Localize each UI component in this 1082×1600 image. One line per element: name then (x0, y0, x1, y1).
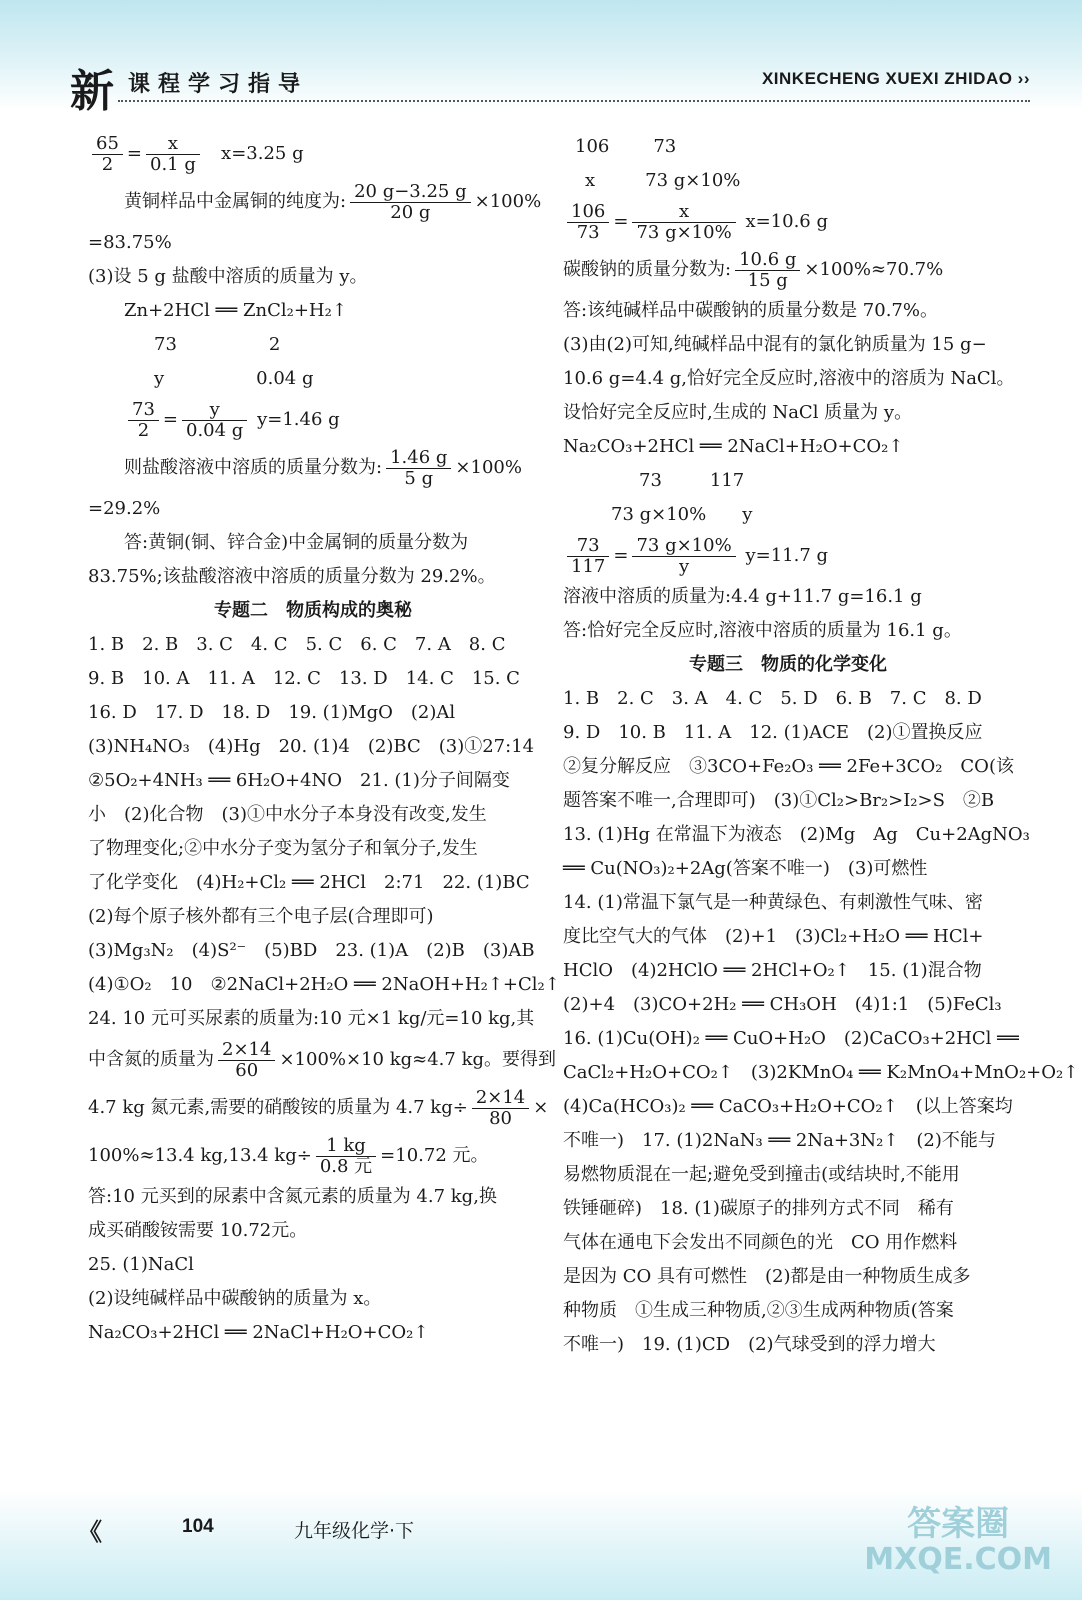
answer-line: (2)+4 (3)CO+2H₂ ══ CH₃OH (4)1:1 (5)FeCl₃ (563, 994, 1002, 1015)
answer-line: CaCl₂+H₂O+CO₂↑ (3)2KMnO₄ ══ K₂MnO₄+MnO₂+O₂↑ (563, 1062, 1079, 1083)
left-column (88, 130, 560, 1350)
answer-line: 种物质 ①生成三种物质,②③生成两种物质(答案 (563, 1300, 954, 1321)
logo-character: 新 (70, 66, 114, 117)
fraction: $\frac{y}{0.04 g}$ (182, 400, 247, 441)
text-line: 25. (1)NaCl (88, 1254, 194, 1275)
text-line: (2)设纯碱样品中碳酸钠的质量为 x。 (88, 1288, 382, 1309)
answer-line: 题答案不唯一,合理即可) (3)①Cl₂>Br₂>I₂>S ②B (563, 790, 995, 811)
text-line: 溶液中溶质的质量为:4.4 g+11.7 g=16.1 g (563, 586, 922, 607)
answer-line: 度比空气大的气体 (2)+1 (3)Cl₂+H₂O ══ HCl+ (563, 926, 984, 947)
right-column (563, 130, 1079, 1362)
answer-line: (4)①O₂ 10 ②2NaCl+2H₂O ══ 2NaOH+H₂↑+Cl₂↑ (88, 974, 560, 995)
answer-line: ②5O₂+4NH₃ ══ 6H₂O+4NO 21. (1)分子间隔变 (88, 770, 510, 791)
section-heading: 专题三 物质的化学变化 (689, 654, 887, 675)
answer-line: (4)Ca(HCO₃)₂ ══ CaCO₃+H₂O+CO₂↑ (以上答案均 (563, 1096, 1013, 1117)
text-line: 碳酸钠的质量分数为: $\frac{10.6 g}{15 g}$ ×100%≈70.7% (563, 248, 944, 291)
text-line: 4.7 kg 氮元素,需要的硝酸铵的质量为 4.7 kg÷ $\frac{2\times 14}{80}$ × (88, 1086, 549, 1129)
answer-line: 小 (2)化合物 (3)①中水分子本身没有改变,发生 (88, 804, 487, 825)
header-title: 课程学习指导 (128, 72, 309, 97)
answer-line: 了化学变化 (4)H₂+Cl₂ ══ 2HCl 2:71 22. (1)BC (88, 872, 530, 893)
fraction: $\frac{2\times 14}{80}$ (472, 1088, 529, 1129)
text-line: 答:10 元买到的尿素中含氮元素的质量为 4.7 kg,换 (88, 1186, 497, 1207)
text-line: $\frac{65}{2}$ = $\frac{x}{0.1 g}$ x=3.25 g (88, 130, 538, 178)
page-number: 104 (182, 1516, 214, 1537)
fraction: $\frac{x}{0.1 g}$ (146, 134, 200, 175)
equation-line: Zn+2HCl ══ ZnCl₂+H₂↑ (124, 300, 347, 321)
text-line: $\frac{106}{73}$ = $\frac{x}{73 g\times 10\%}$ x=10.6 g (563, 198, 1013, 246)
answer-line: 气体在通电下会发出不同颜色的光 CO 用作燃料 (563, 1232, 958, 1253)
watermark-logo: 答案圈 MXQE.COM (864, 1504, 1052, 1577)
fraction: $\frac{x}{73 g\times 10\%}$ (632, 202, 735, 243)
fraction: $\frac{65}{2}$ (92, 134, 123, 175)
text-line: 100%≈13.4 kg,13.4 kg÷ $\frac{1 kg}{\text{0.8 元}}$ =10.72 元。 (88, 1134, 489, 1177)
text-line: 则盐酸溶液中溶质的质量分数为: $\frac{1.46 g}{5 g}$ ×100% (124, 446, 522, 489)
ratio-line: 73 117 (639, 470, 745, 491)
answer-line: 了物理变化;②中水分子变为氢分子和氧分子,发生 (88, 838, 478, 859)
text-line: $\frac{73}{2}$ = $\frac{y}{0.04 g}$ y=1.46 g (88, 396, 538, 444)
answer-line: 易燃物质混在一起;避免受到撞击(或结块时,不能用 (563, 1164, 960, 1185)
answer-line: HClO (4)2HClO ══ 2HCl+O₂↑ 15. (1)混合物 (563, 960, 982, 981)
ratio-line: 73 2 (154, 334, 281, 355)
answer-line: 13. (1)Hg 在常温下为液态 (2)Mg Ag Cu+2AgNO₃ (563, 824, 1030, 845)
text-line: $\frac{73}{117}$ = $\frac{73 g\times 10\%}{y}$ y=11.7 g (563, 532, 1013, 580)
text-line: =29.2% (88, 498, 161, 519)
equation-line: Na₂CO₃+2HCl ══ 2NaCl+H₂O+CO₂↑ (563, 436, 904, 457)
text-line: 答:恰好完全反应时,溶液中溶质的质量为 16.1 g。 (563, 620, 962, 641)
text-line: (3)由(2)可知,纯碱样品中混有的氯化钠质量为 15 g− (563, 334, 987, 355)
answer-line: (3)NH₄NO₃ (4)Hg 20. (1)4 (2)BC (3)①27:14 (88, 736, 535, 757)
answer-line: 不唯一) 17. (1)2NaN₃ ══ 2Na+3N₂↑ (2)不能与 (563, 1130, 996, 1151)
ratio-line: 73 g×10% y (611, 504, 753, 525)
fraction: $\frac{10.6 g}{15 g}$ (735, 250, 800, 291)
answer-line: 铁锤砸碎) 18. (1)碳原子的排列方式不同 稀有 (563, 1198, 954, 1219)
text-line: (3)设 5 g 盐酸中溶质的质量为 y。 (88, 266, 368, 287)
answer-line: 1. B 2. C 3. A 4. C 5. D 6. B 7. C 8. D (563, 688, 982, 709)
answer-line: 16. (1)Cu(OH)₂ ══ CuO+H₂O (2)CaCO₃+2HCl ══ (563, 1028, 1019, 1049)
text-line: 83.75%;该盐酸溶液中溶质的质量分数为 29.2%。 (88, 566, 496, 587)
book-title: 九年级化学·下 (294, 1520, 415, 1542)
text-line: 10.6 g=4.4 g,恰好完全反应时,溶液中的溶质为 NaCl。 (563, 368, 1015, 389)
answer-line: (3)Mg₃N₂ (4)S²⁻ (5)BD 23. (1)A (2)B (3)AB (88, 940, 535, 961)
fraction: $\frac{73 g\times 10\%}{y}$ (632, 536, 735, 577)
fraction: $\frac{2\times 14}{60}$ (218, 1040, 275, 1081)
answer-line: 9. D 10. B 11. A 12. (1)ACE (2)①置换反应 (563, 722, 983, 743)
section-heading: 专题二 物质构成的奥秘 (214, 600, 412, 621)
answer-line: (2)每个原子核外都有三个电子层(合理即可) (88, 906, 434, 927)
text-line: 设恰好完全反应时,生成的 NaCl 质量为 y。 (563, 402, 913, 423)
fraction: $\frac{73}{2}$ (128, 400, 159, 441)
text-line: =83.75% (88, 232, 172, 253)
answer-line: 不唯一) 19. (1)CD (2)气球受到的浮力增大 (563, 1334, 936, 1355)
text-line: 中含氮的质量为 $\frac{2\times 14}{60}$ ×100%×10 kg≈4.7 kg。要得到 (88, 1038, 556, 1081)
ratio-line: 106 73 (575, 136, 677, 157)
fraction: $\frac{1 kg}{\text{0.8 元}}$ (316, 1136, 376, 1177)
page-header (70, 55, 1030, 117)
fraction: $\frac{1.46 g}{5 g}$ (386, 448, 451, 489)
ratio-line: x 73 g×10% (585, 170, 741, 191)
answer-line: 24. 10 元可买尿素的质量为:10 元×1 kg/元=10 kg,其 (88, 1008, 535, 1029)
fraction: $\frac{73}{117}$ (567, 536, 609, 577)
answer-line: 16. D 17. D 18. D 19. (1)MgO (2)Al (88, 702, 456, 723)
answer-line: 14. (1)常温下氯气是一种黄绿色、有刺激性气味、密 (563, 892, 983, 913)
answer-line: ②复分解反应 ③3CO+Fe₂O₃ ══ 2Fe+3CO₂ CO(该 (563, 756, 1014, 777)
equation-line: Na₂CO₃+2HCl ══ 2NaCl+H₂O+CO₂↑ (88, 1322, 429, 1343)
header-subtitle: XINKECHENG XUEXI ZHIDAO ›› (761, 69, 1030, 88)
text-line: 成买硝酸铵需要 10.72元。 (88, 1220, 308, 1241)
answer-line: 9. B 10. A 11. A 12. C 13. D 14. C 15. C (88, 668, 520, 689)
fraction: $\frac{106}{73}$ (567, 202, 609, 243)
page-footer (70, 1512, 670, 1552)
fraction: $\frac{20 g-3.25 g}{20 g}$ (350, 182, 471, 223)
header-divider (118, 100, 1030, 102)
answer-line: 是因为 CO 具有可燃性 (2)都是由一种物质生成多 (563, 1266, 971, 1287)
answer-line: 1. B 2. B 3. C 4. C 5. C 6. C 7. A 8. C (88, 634, 506, 655)
answer-line: ══ Cu(NO₃)₂+2Ag(答案不唯一) (3)可燃性 (563, 858, 928, 879)
double-chevron-left-icon: 《 (78, 1518, 102, 1546)
text-line: 答:该纯碱样品中碳酸钠的质量分数是 70.7%。 (563, 300, 938, 321)
text-line: 黄铜样品中金属铜的纯度为: $\frac{20 g-3.25 g}{20 g}$ ×100% (124, 180, 542, 223)
text-line: 答:黄铜(铜、锌合金)中金属铜的质量分数为 (124, 532, 469, 553)
ratio-line: y 0.04 g (154, 368, 314, 389)
